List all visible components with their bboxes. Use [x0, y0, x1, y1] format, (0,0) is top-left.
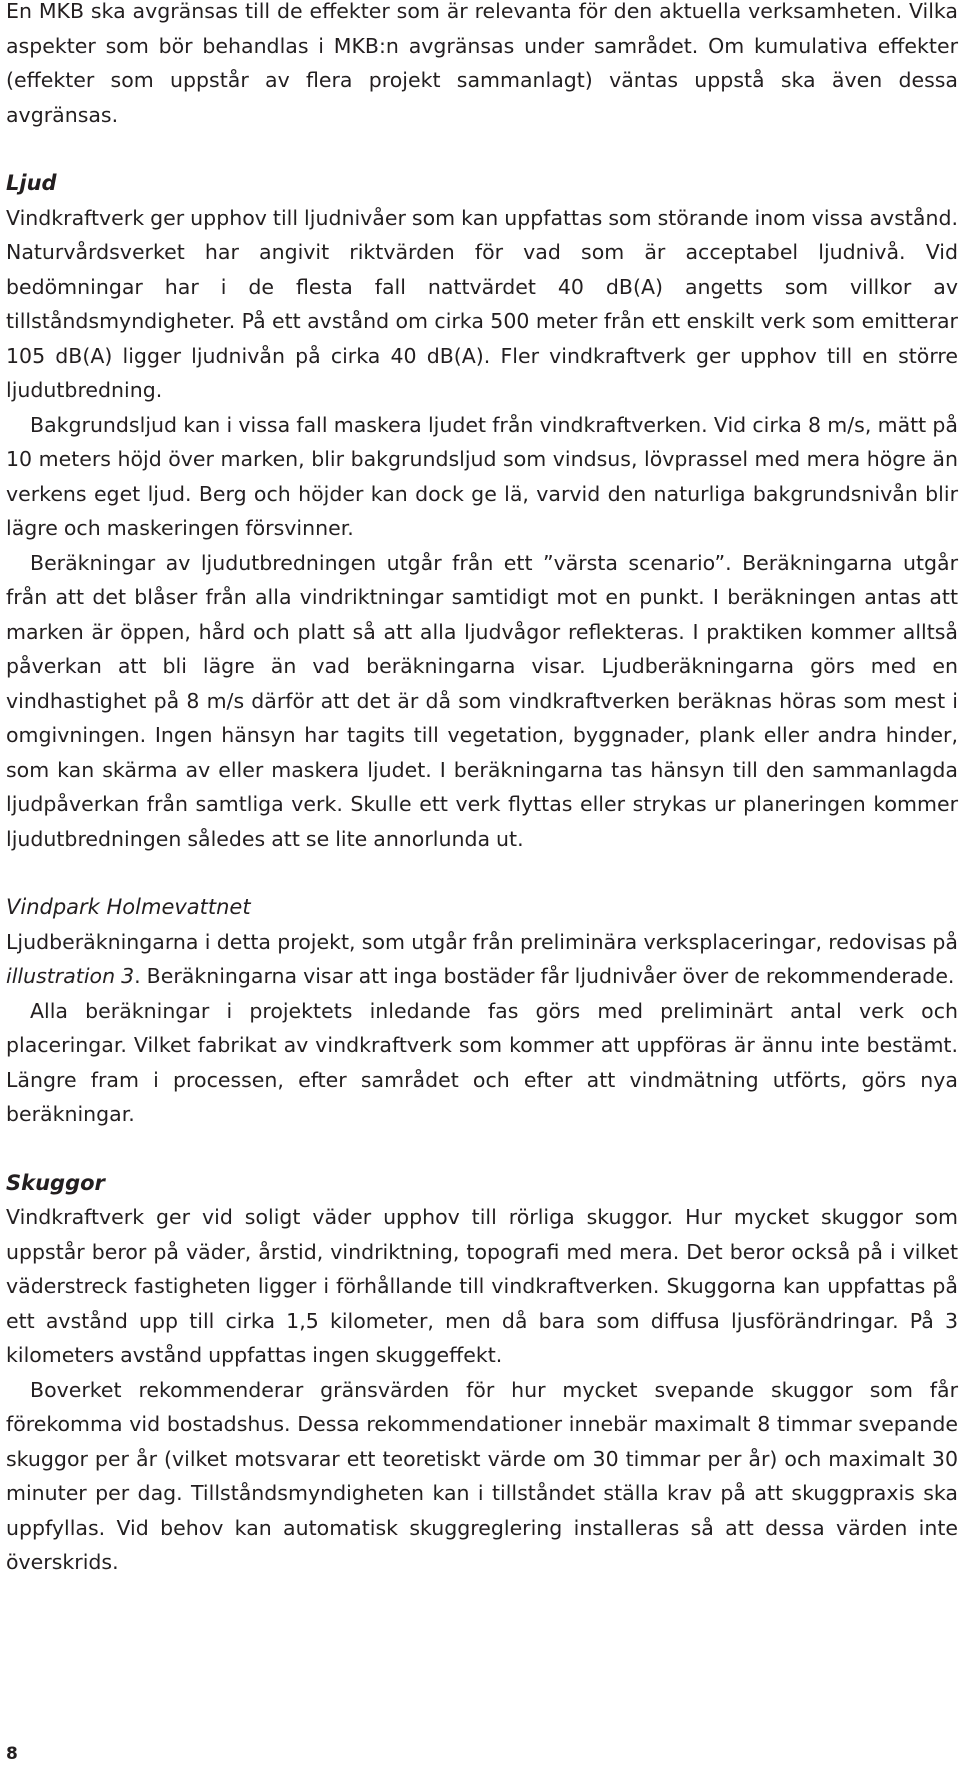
page-number: 8: [6, 1744, 18, 1764]
section-gap: [6, 856, 958, 890]
holmevattnet-paragraph-2: Alla beräkningar i projektets inledande fas görs med preliminärt antal verk och placeringar. Vilket fabrikat av vindkraftverk som kommer att uppföras är ännu inte bestämt. Längre fram i processen, efter samrådet och efter att vindmätning utförts, görs nya beräkningar.: [6, 998, 958, 1126]
illustration-reference: illustration 3: [6, 964, 135, 988]
section-gap: [6, 1132, 958, 1166]
holmevattnet-text-before: Ljudberäkningarna i detta projekt, som utgår från preliminära verksplaceringar, redovisas på: [6, 929, 958, 954]
intro-paragraph: En MKB ska avgränsas till de effekter som är relevanta för den aktuella verksamheten. Vilka aspekter som bör behandlas i MKB:n avgränsas under samrådet. Om kumulativa effekter (effekter som uppstår av flera projekt sammanlagt) väntas uppstå ska även dessa avgränsas.: [6, 0, 958, 127]
heading-ljud: Ljud: [6, 171, 57, 195]
section-gap: [6, 132, 958, 166]
holmevattnet-text-after: . Beräkningarna visar att inga bostäder får ljudnivåer över de rekommenderade.: [134, 964, 955, 988]
heading-vindpark-holmevattnet: Vindpark Holmevattnet: [6, 895, 251, 919]
ljud-paragraph-1: Vindkraftverk ger upphov till ljudnivåer som kan uppfattas som störande inom vissa avstånd. Naturvårdsverket har angivit riktvärden för vad som är acceptabel ljudnivå. Vid bedömningar har i de flesta fall nattvärdet 40 dB(A) angetts som villkor av tillståndsmyndigheter. På ett avstånd om cirka 500 meter från ett enskilt verk som emitterar 105 dB(A) ligger ljudnivån på cirka 40 dB(A). Fler vindkraftverk ger upphov till en större ljudutbredning.: [6, 205, 958, 402]
holmevattnet-paragraph-1: [6, 925, 958, 994]
heading-skuggor: Skuggor: [6, 1170, 105, 1195]
ljud-paragraph-3: Beräkningar av ljudutbredningen utgår från ett ”värsta scenario”. Beräkningarna utgår från att det blåser från alla vindriktningar samtidigt mot en punkt. I beräkningen antas att marken är öppen, hård och platt så att alla ljudvågor reflekteras. I praktiken kommer alltså påverkan att bli lägre än vad beräkningarna visar. Ljudberäkningarna görs med en vindhastighet på 8 m/s därför att det är då som vindkraftverken beräknas höras som mest i omgivningen. Ingen hänsyn har tagits till vegetation, byggnader, plank eller andra hinder, som kan skärma av eller maskera ljudet. I beräkningarna tas hänsyn till den sammanlagda ljudpåverkan från samtliga verk. Skulle ett verk flyttas eller strykas ur planeringen kommer ljudutbredningen således att se lite annorlunda ut.: [6, 550, 958, 851]
skuggor-paragraph-1: Vindkraftverk ger vid soligt väder upphov till rörliga skuggor. Hur mycket skuggor som uppstår beror på väder, årstid, vindriktning, topografi med mera. Det beror också på i vilket väderstreck fastigheten ligger i förhållande till vindkraftverken. Skuggorna kan uppfattas på ett avstånd upp till cirka 1,5 kilometer, men då bara som diffusa ljusförändringar. På 3 kilometers avstånd uppfattas ingen skuggeffekt.: [6, 1205, 958, 1367]
document-page: [6, 0, 958, 1580]
skuggor-paragraph-2: Boverket rekommenderar gränsvärden för hur mycket svepande skuggor som får förekomma vid bostadshus. Dessa rekommendationer innebär maximalt 8 timmar svepande skuggor per år (vilket motsvarar ett teoretiskt värde om 30 timmar per år) och maximalt 30 minuter per dag. Tillståndsmyndigheten kan i tillståndet ställa krav på att skuggpraxis ska uppfyllas. Vid behov kan automatisk skuggreglering installeras så att dessa värden inte överskrids.: [6, 1377, 958, 1574]
ljud-paragraph-2: Bakgrundsljud kan i vissa fall maskera ljudet från vindkraftverken. Vid cirka 8 m/s, mätt på 10 meters höjd över marken, blir bakgrundsljud som vindsus, lövprassel med mera högre än verkens eget ljud. Berg och höjder kan dock ge lä, varvid den naturliga bakgrundsnivån blir lägre och maskeringen försvinner.: [6, 412, 958, 540]
